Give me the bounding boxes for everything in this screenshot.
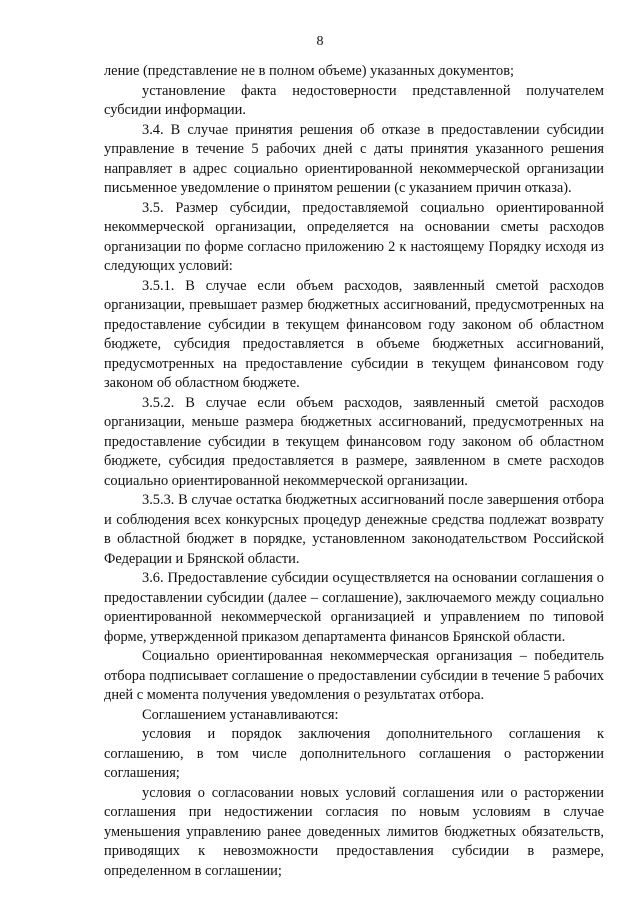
paragraph-3-5-2: 3.5.2. В случае если объем расходов, заявленный сметой расходов организации, меньше размера бюджетных ассигнований, предусмотренных на предоставление субсидии в текущем финансовом году законом об областном бюджете, субсидия предоставляется в размере, заявленном в смете расходов социально ориентированной некоммерческой организации. [104, 394, 604, 489]
document-body [104, 62, 604, 881]
paragraph-3-6: 3.6. Предоставление субсидии осуществляется на основании соглашения о предоставлении субсидии (далее – соглашение), заключаемого между социально ориентированной некоммерческой организацией и управлением по типовой форме, утвержденной приказом департамента финансов Брянской области. [104, 570, 604, 645]
paragraph-signing: Социально ориентированная некоммерческая организация – победитель отбора подписывает соглашение о предоставлении субсидии в течение 5 рабочих дней с момента получения уведомления о результатах отбора. [104, 648, 604, 703]
paragraph-conditions-new-terms: условия о согласовании новых условий соглашения или о расторжении соглашения при недостижении согласия по новым условиям в случае уменьшения управлению ранее доведенных лимитов бюджетных обязательств, приводящих к невозможности предоставления субсидии в размере, определенном в соглашении; [104, 784, 604, 879]
paragraph-continuation: ление (представление не в полном объеме) указанных документов; [104, 63, 515, 79]
paragraph-agreement-establishes: Соглашением устанавливаются: [142, 706, 339, 723]
page-number: 8 [316, 34, 324, 49]
paragraph-3-5-1: 3.5.1. В случае если объем расходов, заявленный сметой расходов организации, превышает размер бюджетных ассигнований, предусмотренных на предоставление субсидии в текущем финансовом году законом об областном бюджете, субсидия предоставляется в объеме бюджетных ассигнований, предусмотренных на предоставление субсидии в текущем финансовом году законом об областном бюджете. [104, 277, 604, 391]
paragraph-3-5: 3.5. Размер субсидии, предоставляемой социально ориентированной некоммерческой организации, определяется на основании сметы расходов организации по форме согласно приложению 2 к настоящему Порядку исходя из следующих условий: [104, 199, 604, 274]
paragraph-conditions-additional: условия и порядок заключения дополнительного соглашения к соглашению, в том числе дополнительного соглашения о расторжении соглашения; [104, 726, 604, 781]
paragraph-3-5-3: 3.5.3. В случае остатка бюджетных ассигнований после завершения отбора и соблюдения всех конкурсных процедур денежные средства подлежат возврату в областной бюджет в порядке, установленном законодательством Российской Федерации и Брянской области. [104, 492, 604, 567]
paragraph-3-4: 3.4. В случае принятия решения об отказе в предоставлении субсидии управление в течение 5 рабочих дней с даты принятия указанного решения направляет в адрес социально ориентированной некоммерческой организации письменное уведомление о принятом решении (с указанием причин отказа). [104, 121, 604, 196]
paragraph-false-info: установление факта недостоверности представленной получателем субсидии информации. [104, 82, 604, 118]
